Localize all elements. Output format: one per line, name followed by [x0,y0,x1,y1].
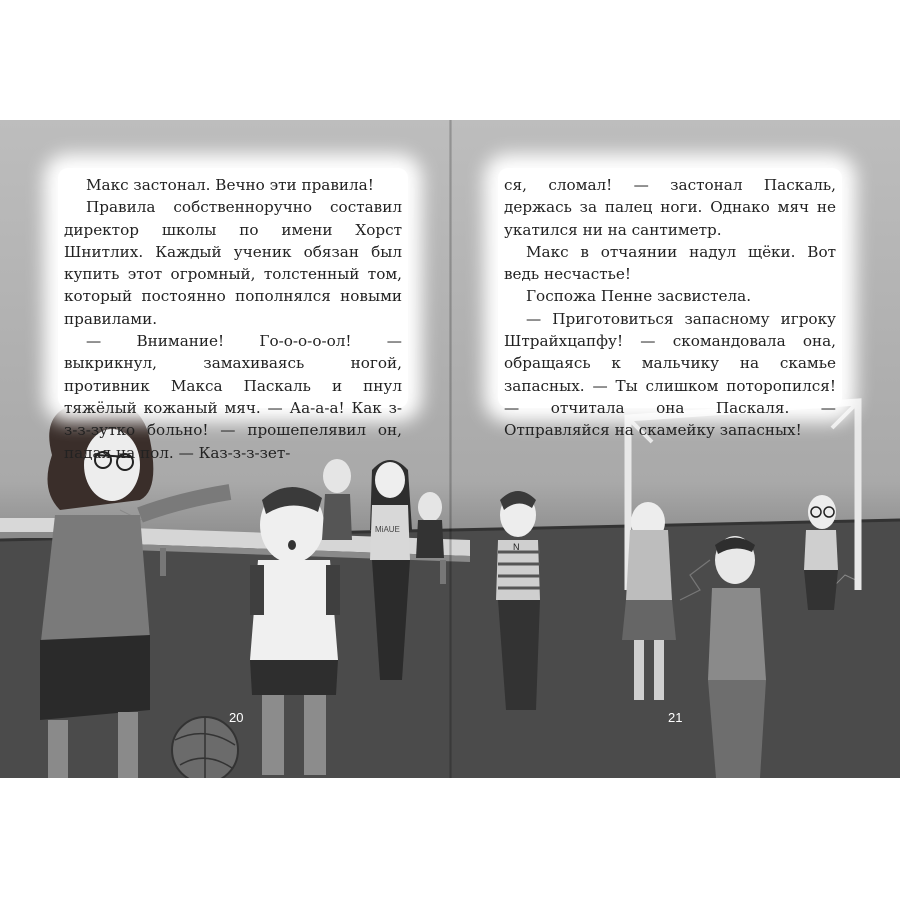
paragraph: Макс застонал. Вечно эти правила! [86,176,374,194]
shirt-letter: N [513,542,520,552]
leather-ball [172,717,238,778]
paragraph: — Приготовиться запасному игроку Штрайхцапфу! — скомандовала она, обращаясь к мальчику на скамье запасных. — Ты слишком поторопился! — отчитала она Паскаля. — Отправляйся на скамейку запасных! [504,309,836,440]
page-number-right: 21 [668,710,683,725]
page-number-left: 20 [229,710,244,725]
shirt-text: MiAUE [375,525,400,534]
paragraph: Правила собственноручно составил директор школы по имени Хорст Шнитлих. Каждый ученик обязан был купить этот огромный, толстенный том, который постоянно пополнялся новыми правилами. [64,198,402,328]
book-spread [0,120,900,778]
page-gutter [449,120,452,778]
paragraph: Макс в отчаянии надул щёки. Вот ведь несчастье! [504,242,836,284]
paragraph: — Внимание! Го-о-о-о-ол! — выкрикнул, замахиваясь ногой, противник Макса Паскаль и пнул тяжёлый кожаный мяч. — Аа-а-а! Как з-з-з-зутко больно! — прошепелявил он, падая на пол. — Каз-з-з-зет- [64,332,402,462]
paragraph: ся, сломал! — застонал Паскаль, держась за палец ноги. Однако мяч не укатился ни на сантиметр. [504,176,836,239]
boy-glasses-figure [804,495,838,610]
paragraph: Госпожа Пенне засвистела. [526,287,752,306]
right-page-text [498,168,842,440]
left-page-text [58,168,408,462]
